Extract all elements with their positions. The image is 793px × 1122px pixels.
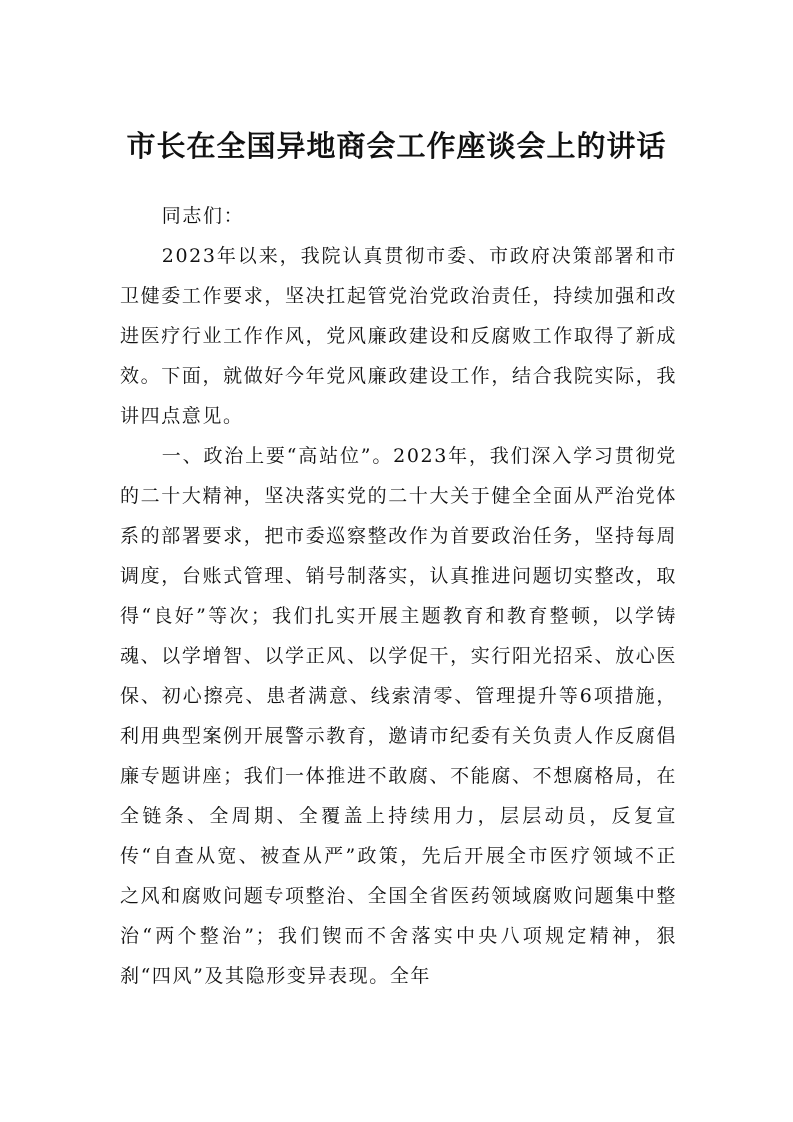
paragraph-intro: 2023年以来，我院认真贯彻市委、市政府决策部署和市卫健委工作要求，坚决扛起管党治党政治责任，持续加强和改进医疗行业工作作风，党风廉政建设和反腐败工作取得了新成效。下面，就做好今年党风廉政建设工作，结合我院实际，我讲四点意见。 bbox=[120, 245, 677, 427]
document-body bbox=[120, 196, 677, 996]
document-title: 市长在全国异地商会工作座谈会上的讲话 bbox=[126, 129, 667, 163]
salutation: 同志们： bbox=[161, 205, 245, 227]
paragraph-section-one: 一、政治上要“高站位”。2023年，我们深入学习贯彻党的二十大精神，坚决落实党的二十大关于健全全面从严治党体系的部署要求，把市委巡察整改作为首要政治任务，坚持每周调度，台账式管理、销号制落实，认真推进问题切实整改，取得“良好”等次；我们扎实开展主题教育和教育整顿，以学铸魂、以学增智、以学正风、以学促干，实行阳光招采、放心医保、初心擦亮、患者满意、线索清零、管理提升等6项措施，利用典型案例开展警示教育，邀请市纪委有关负责人作反腐倡廉专题讲座；我们一体推进不敢腐、不能腐、不想腐格局，在全链条、全周期、全覆盖上持续用力，层层动员，反复宣传“自查从宽、被查从严”政策，先后开展全市医疗领域不正之风和腐败问题专项整治、全国全省医药领域腐败问题集中整治“两个整治”；我们锲而不舍落实中央八项规定精神，狠刹“四风”及其隐形变异表现。全年 bbox=[120, 445, 677, 987]
